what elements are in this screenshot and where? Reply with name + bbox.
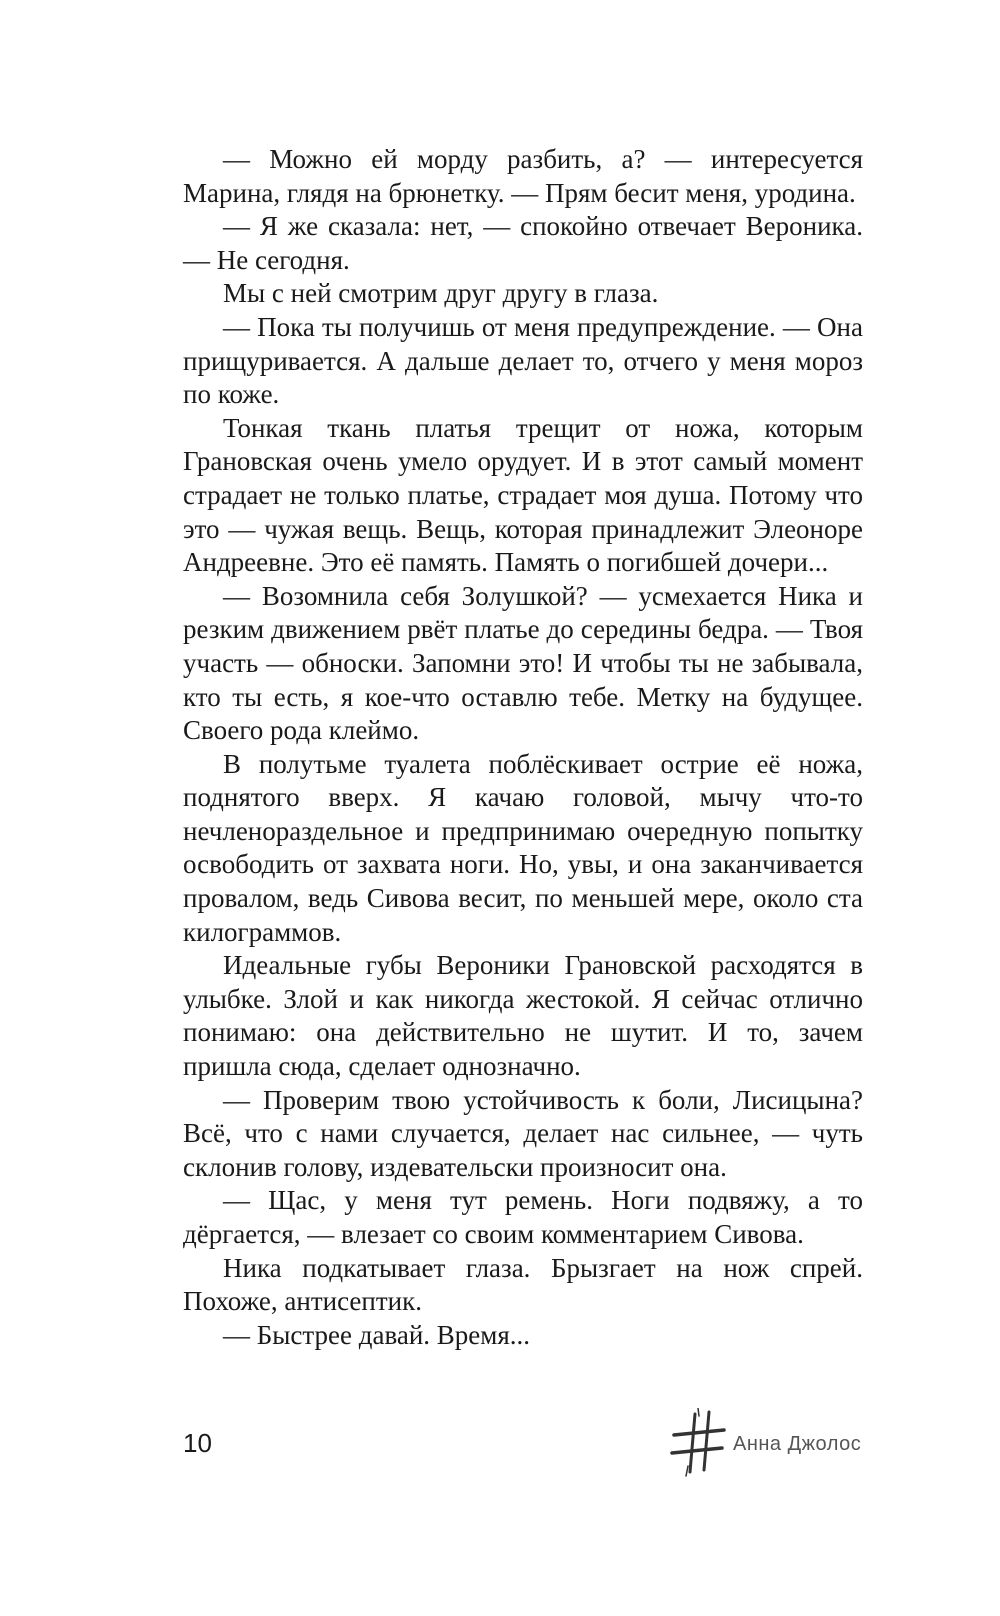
paragraph: — Я же сказала: нет, — спокойно отвечает Вероника. — Не сегодня. xyxy=(183,211,863,275)
paragraph: Ника подкатывает глаза. Брызгает на нож спрей. Похоже, антисептик. xyxy=(183,1252,863,1317)
page-number: 10 xyxy=(183,1428,212,1458)
paragraph: — Проверим твою устойчивость к боли, Лисицына? Всё, что с нами случается, делает нас сильнее, — чуть склонив голову, издевательски произносит она. xyxy=(183,1084,863,1182)
paragraph: — Быстрее давай. Время... xyxy=(223,1319,531,1350)
author-name: Анна Джолос xyxy=(733,1433,862,1455)
paragraph: — Пока ты получишь от меня предупреждение. — Она прищуривается. А дальше делает то, отчего у меня мороз по коже. xyxy=(183,311,863,410)
hash-mark-icon xyxy=(668,1408,728,1478)
paragraph: Тонкая ткань платья трещит от ножа, которым Грановская очень умело орудует. И в этот самый момент страдает не только платье, страдает моя душа. Потому что это — чужая вещь. Вещь, которая принадлежит Элеоноре Андреевне. Это её память. Память о погибшей дочери... xyxy=(183,412,863,578)
paragraph: В полутьме туалета поблёскивает острие её ножа, поднятого вверх. Я качаю головой, мычу что-то нечленораздельное и предпринимаю очередную попытку освободить от захвата ноги. Но, увы, и она заканчивается провалом, ведь Сивова весит, по меньшей мере, около ста килограммов. xyxy=(183,748,863,947)
paragraph: — Можно ей морду разбить, а? — интересуется Марина, глядя на брюнетку. — Прям бесит меня, уродина. xyxy=(183,144,863,208)
paragraph: Мы с ней смотрим друг другу в глаза. xyxy=(223,278,659,309)
paragraph: — Возомнила себя Золушкой? — усмехается Ника и резким движением рвёт платье до середины бедра. — Твоя участь — обноски. Запомни это! И чтобы ты не забывала, кто ты есть, я кое-что оставлю тебе. Метку на будущее. Своего рода клеймо. xyxy=(183,580,863,746)
paragraph: — Щас, у меня тут ремень. Ноги подвяжу, а то дёргается, — влезает со своим комментарием Сивова. xyxy=(183,1185,863,1249)
body-text xyxy=(183,143,863,1352)
paragraph: Идеальные губы Вероники Грановской расходятся в улыбке. Злой и как никогда жестокой. Я сейчас отлично понимаю: она действительно не шутит. И то, зачем пришла сюда, сделает однозначно. xyxy=(183,950,863,1082)
